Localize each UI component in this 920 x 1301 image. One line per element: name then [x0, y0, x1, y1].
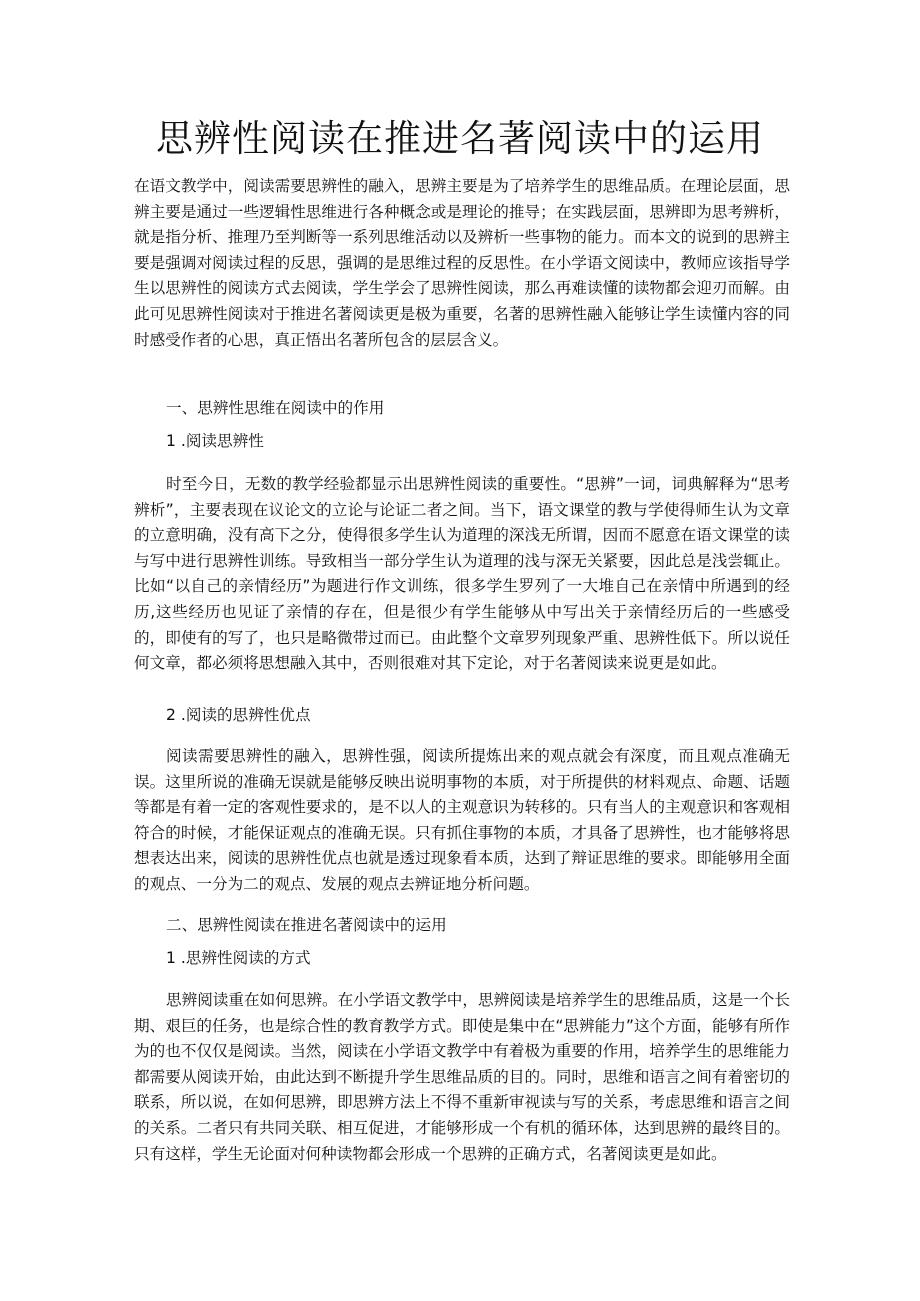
subsection-paragraph-2-1: 思辨阅读重在如何思辨。在小学语文教学中，思辨阅读是培养学生的思维品质，这是一个长期、艰巨的任务，也是综合性的教育教学方式。即使是集中在“思辨能力”这个方面，能够有所作为的也不仅仅是阅读。当然，阅读在小学语文教学中有着极为重要的作用，培养学生的思维能力都需要从阅读开始，由此达到不断提升学生思维品质的目的。同时，思维和语言之间有着密切的联系，所以说，在如何思辨，即思辨方法上不得不重新审视读与写的关系，考虑思维和语言之间的关系。二者只有共同关联、相互促进，才能够形成一个有机的循环体，达到思辨的最终目的。只有这样，学生无论面对何种读物都会形成一个思辨的正确方式，名著阅读更是如此。 — [134, 991, 790, 1163]
subsection-heading-2-1: 1 .思辨性阅读的方式 — [166, 949, 311, 967]
intro-paragraph: 在语文教学中，阅读需要思辨性的融入，思辨主要是为了培养学生的思维品质。在理论层面，思辨主要是通过一些逻辑性思维进行各种概念或是理论的推导；在实践层面，思辨即为思考辨析，就是指分析、推理乃至判断等一系列思维活动以及辨析一些事物的能力。而本文的说到的思辨主要是强调对阅读过程的反思，强调的是思维过程的反思性。在小学语文阅读中，教师应该指导学生以思辨性的阅读方式去阅读，学生学会了思辨性阅读，那么再难读懂的读物都会迎刃而解。由此可见思辨性阅读对于推进名著阅读更是极为重要，名著的思辨性融入能够让学生读懂内容的同时感受作者的心思，真正悟出名著所包含的层层含义。 — [134, 177, 790, 349]
section-heading-2: 二、思辨性阅读在推进名著阅读中的运用 — [166, 916, 447, 934]
document-title: 思辨性阅读在推进名著阅读中的运用 — [156, 117, 764, 160]
subsection-paragraph-1-1: 时至今日，无数的教学经验都显示出思辨性阅读的重要性。“思辨”一词，词典解释为“思考辨析”，主要表现在议论文的立论与论证二者之间。当下，语文课堂的教与学使得师生认为文章的立意明确，没有高下之分，使得很多学生认为道理的深浅无所谓，因而不愿意在语文课堂的读与写中进行思辨性训练。导致相当一部分学生认为道理的浅与深无关紧要，因此总是浅尝辄止。比如“以自己的亲情经历”为题进行作文训练，很多学生罗列了一大堆自己在亲情中所遇到的经历,这些经历也见证了亲情的存在，但是很少有学生能够从中写出关于亲情经历后的一些感受的，即使有的写了，也只是略微带过而已。由此整个文章罗列现象严重、思辨性低下。所以说任何文章，都必须将思想融入其中，否则很难对其下定论，对于名著阅读来说更是如此。 — [134, 475, 790, 673]
subsection-heading-1-2: 2 .阅读的思辨性优点 — [166, 706, 311, 724]
subsection-paragraph-1-2: 阅读需要思辨性的融入，思辨性强，阅读所提炼出来的观点就会有深度，而且观点准确无误。这里所说的准确无误就是能够反映出说明事物的本质，对于所提供的材料观点、命题、话题等都是有着一定的客观性要求的，是不以人的主观意识为转移的。只有当人的主观意识和客观相符合的时候，才能保证观点的准确无误。只有抓住事物的本质，才具备了思辨性，也才能够将思想表达出来，阅读的思辨性优点也就是透过现象看本质，达到了辩证思维的要求。即能够用全面的观点、一分为二的观点、发展的观点去辨证地分析问题。 — [134, 747, 790, 893]
section-heading-1: 一、思辨性思维在阅读中的作用 — [166, 399, 385, 417]
subsection-heading-1-1: 1 .阅读思辨性 — [166, 432, 264, 450]
